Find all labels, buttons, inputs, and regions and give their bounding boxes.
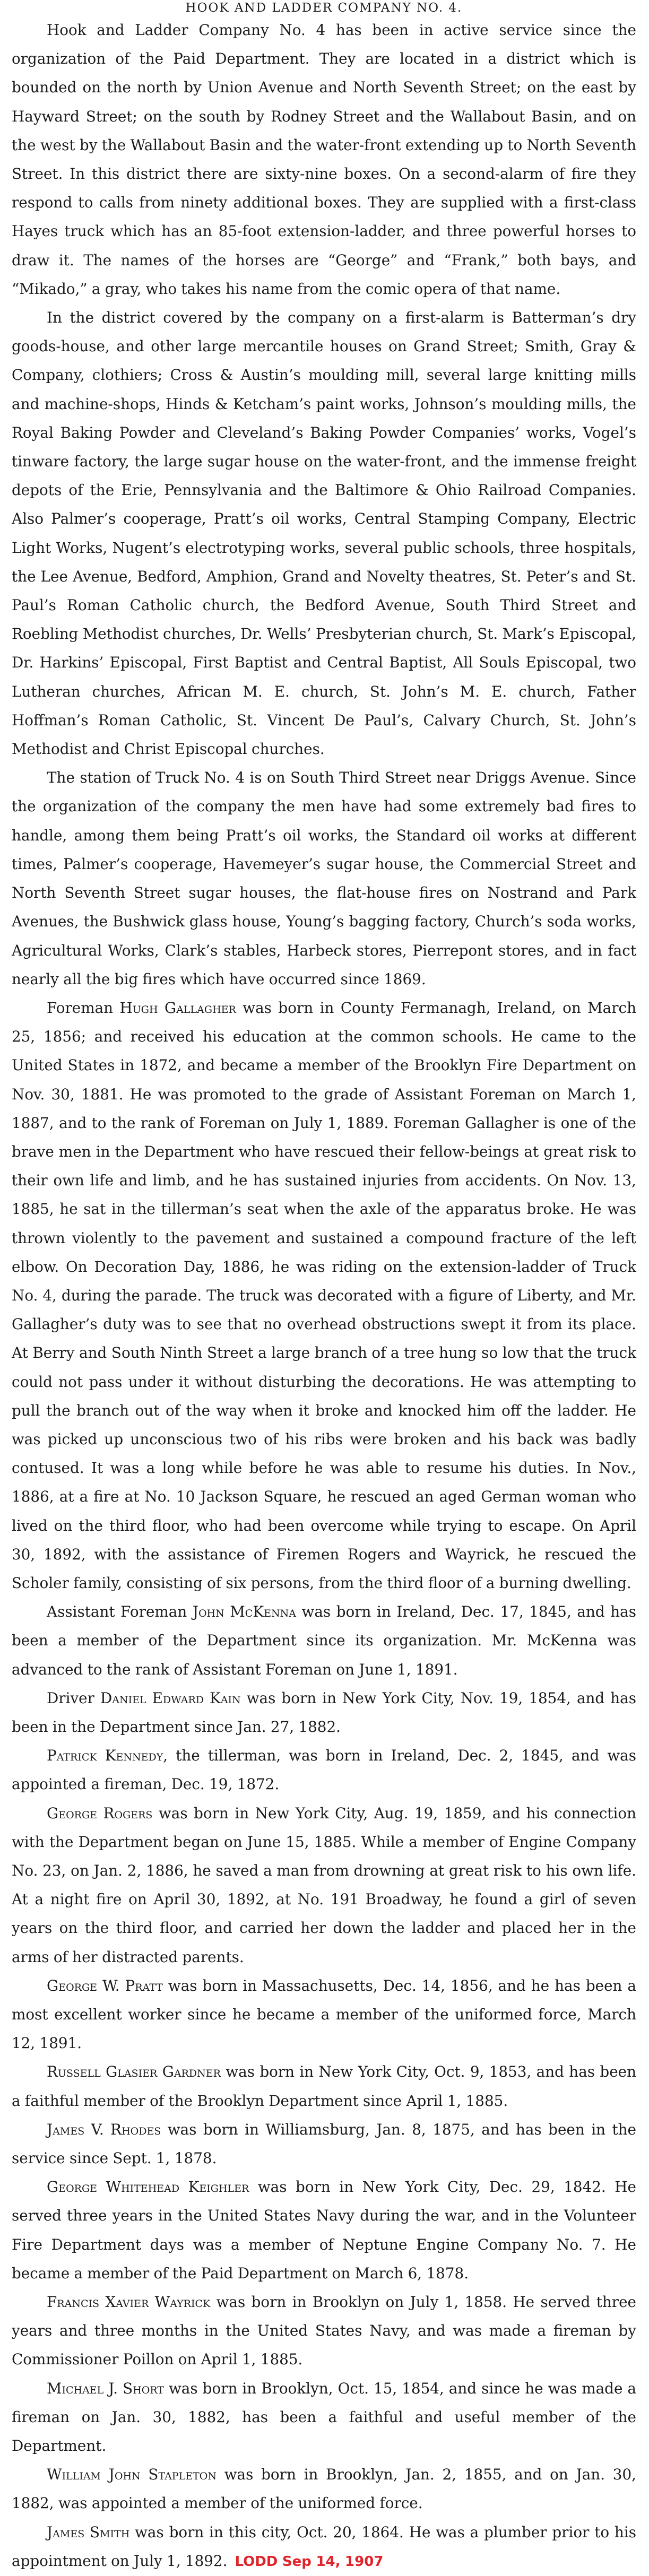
paragraph-bio-gallagher [12,994,636,1598]
person-name: James V. Rhodes [47,2120,161,2138]
paragraph-text: was born in New York City, Nov. 19, 1854, and has been in the Department since Jan. 27, 1882. [12,1689,636,1736]
paragraph-text: was born in this city, Oct. 20, 1864. He was a plumber prior to his appointment on July 1, 1892. [12,2523,636,2570]
paragraph-bio-kain [12,1684,636,1741]
person-name: George Whitehead Keighler [47,2178,249,2196]
paragraph-text: was born in Brooklyn on July 1, 1858. He served three years and three months in the United States Navy, and was made a fireman by Commissioner Poillon on April 1, 1885. [12,2293,636,2369]
person-name: George Rogers [47,1804,153,1822]
paragraph-text: was born in New York City, Aug. 19, 1859, and his connection with the Department began on June 15, 1885. While a member of Engine Company No. 23, on Jan. 2, 1886, he saved a man from drowning at great risk to his own life. At a night fire on April 30, 1892, at No. 191 Broadway, he found a girl of seven years on the third floor, and carried her down the ladder and placed her in the arms of her distracted parents. [12,1804,636,1966]
paragraph-bio-gardner [12,2058,636,2115]
paragraph-bio-rhodes [12,2115,636,2173]
paragraph-bio-kennedy [12,1741,636,1799]
lodd-annotation: LODD Sep 14, 1907 [235,2553,384,2570]
person-name: Hugh Gallagher [119,999,236,1017]
paragraph-text: was born in Massachusetts, Dec. 14, 1856, and he has been a most excellent worker since he became a member of the uniformed force, March 12, 1891. [12,1976,636,2052]
paragraph-company-overview [12,16,636,303]
paragraph-text: , the tillerman, was born in Ireland, Dec. 2, 1845, and was appointed a fireman, Dec. 19, 1872. [12,1747,636,1793]
paragraph-bio-keighler [12,2173,636,2288]
rank-label: Driver [47,1689,100,1707]
person-name: Francis Xavier Wayrick [47,2293,211,2311]
paragraph-bio-smith [12,2518,636,2576]
paragraph-text: was born in New York City, Dec. 29, 1842. He served three years in the United States Navy during the war, and in the Volunteer Fire Department days was a member of Neptune Engine Company No. 7. He became a member of the Paid Department on March 6, 1878. [12,2178,636,2282]
document-body [12,16,636,2576]
page-header: HOOK AND LADDER COMPANY NO. 4. [185,1,463,15]
paragraph-text: was born in Brooklyn, Oct. 15, 1854, and since he was made a fireman on Jan. 30, 1882, has been a faithful and useful member of the Department. [12,2379,636,2455]
paragraph-bio-rogers [12,1799,636,1972]
person-name: Patrick Kennedy [47,1747,163,1765]
paragraph-text: The station of Truck No. 4 is on South Third Street near Driggs Avenue. Since the organization of the company the men have had some extremely bad fires to handle, among them being Pratt’s oil works, the Standard oil works at different times, Palmer’s cooperage, Havemeyer’s sugar house, the Commercial Street and North Seventh Street sugar houses, the flat-house fires on Nostrand and Park Avenues, the Bushwick glass house, Young’s bagging factory, Church’s soda works, Agricultural Works, Clark’s stables, Harbeck stores, Pierrepont stores, and in fact nearly all the big fires which have occurred since 1869. [12,769,636,988]
person-name: Michael J. Short [47,2379,164,2397]
paragraph-text: Hook and Ladder Company No. 4 has been in active service since the organization of the Paid Department. They are located in a district which is bounded on the north by Union Avenue and North Seventh Street; on the east by Hayward Street; on the south by Rodney Street and the Wallabout Basin, and on the west by the Wallabout Basin and the water-front extending up to North Seventh Street. In this district there are sixty-nine boxes. On a second-alarm of fire they respond to calls from ninety additional boxes. They are supplied with a first-class Hayes truck which has an 85-foot extension-ladder, and three powerful horses to draw it. The names of the horses are “George” and “Frank,” both bays, and “Mikado,” a gray, who takes his name from the comic opera of that name. [12,21,636,298]
paragraph-bio-mckenna [12,1598,636,1684]
person-name: William John Stapleton [47,2466,217,2484]
paragraph-text: was born in New York City, Oct. 9, 1853, and has been a faithful member of the Brooklyn Department since April 1, 1885. [12,2063,637,2110]
paragraph-bio-pratt [12,1972,636,2058]
person-name: Russell Glasier Gardner [47,2063,221,2081]
paragraph-station-history [12,764,636,994]
paragraph-text: was born in Brooklyn, Jan. 2, 1855, and on Jan. 30, 1882, was appointed a member of the uniformed force. [12,2466,636,2512]
rank-label: Foreman [47,999,120,1017]
person-name: John McKenna [192,1603,296,1621]
person-name: Daniel Edward Kain [100,1689,241,1707]
rank-label: Assistant Foreman [47,1603,193,1621]
paragraph-bio-wayrick [12,2288,636,2374]
person-name: James Smith [47,2523,130,2541]
person-name: George W. Pratt [47,1976,163,1994]
paragraph-bio-stapleton [12,2460,636,2518]
paragraph-text: was born in Williamsburg, Jan. 8, 1875, and has been in the service since Sept. 1, 1878. [12,2120,636,2167]
paragraph-district-buildings [12,303,636,764]
paragraph-text: was born in Ireland, Dec. 17, 1845, and has been a member of the Department since its organization. Mr. McKenna was advanced to the rank of Assistant Foreman on June 1, 1891. [12,1603,636,1678]
paragraph-text: In the district covered by the company on a first-alarm is Batterman’s dry goods-house, and other large mercantile houses on Grand Street; Smith, Gray & Company, clothiers; Cross & Austin’s moulding mill, several large knitting mills and machine-shops, Hinds & Ketcham’s paint works, Johnson’s moulding mills, the Royal Baking Powder and Cleveland’s Baking Powder Companies’ works, Vogel’s tinware factory, the large sugar house on the water-front, and the immense freight depots of the Erie, Pennsylvania and the Baltimore & Ohio Railroad Companies. Also Palmer’s cooperage, Pratt’s oil works, Central Stamping Company, Electric Light Works, Nugent’s electrotyping works, several public schools, three hospitals, the Lee Avenue, Bedford, Amphion, Grand and Novelty theatres, St. Peter’s and St. Paul’s Roman Catholic church, the Bedford Avenue, South Third Street and Roebling Methodist churches, Dr. Wells’ Presbyterian church, St. Mark’s Episcopal, Dr. Harkins’ Episcopal, First Baptist and Central Baptist, All Souls Episcopal, two Lutheran churches, African M. E. church, St. John’s M. E. church, Father Hoffman’s Roman Catholic, St. Vincent De Paul’s, Calvary Church, St. John’s Methodist and Christ Episcopal churches. [12,309,636,758]
paragraph-bio-short [12,2374,636,2461]
paragraph-text: was born in County Fermanagh, Ireland, on March 25, 1856; and received his education at the common schools. He came to the United States in 1872, and became a member of the Brooklyn Fire Department on Nov. 30, 1881. He was promoted to the grade of Assistant Foreman on March 1, 1887, and to the rank of Foreman on July 1, 1889. Foreman Gallagher is one of the brave men in the Department who have rescued their fellow-beings at great risk to their own life and limb, and he has sustained injuries from accidents. On Nov. 13, 1885, he sat in the tillerman’s seat when the axle of the apparatus broke. He was thrown violently to the pavement and sustained a compound fracture of the left elbow. On Decoration Day, 1886, he was riding on the extension-ladder of Truck No. 4, during the parade. The truck was decorated with a figure of Liberty, and Mr. Gallagher’s duty was to see that no overhead obstructions swept it from its place. At Berry and South Ninth Street a large branch of a tree hung so low that the truck could not pass under it without disturbing the decorations. He was attempting to pull the branch out of the way when it broke and knocked him off the ladder. He was picked up unconscious two of his ribs were broken and his back was badly contused. It was a long while before he was able to resume his duties. In Nov., 1886, at a fire at No. 10 Jackson Square, he rescued an aged German woman who lived on the third floor, who had been overcome while trying to escape. On April 30, 1892, with the assistance of Firemen Rogers and Wayrick, he rescued the Scholer family, consisting of six persons, from the third floor of a burning dwelling. [12,999,636,1592]
